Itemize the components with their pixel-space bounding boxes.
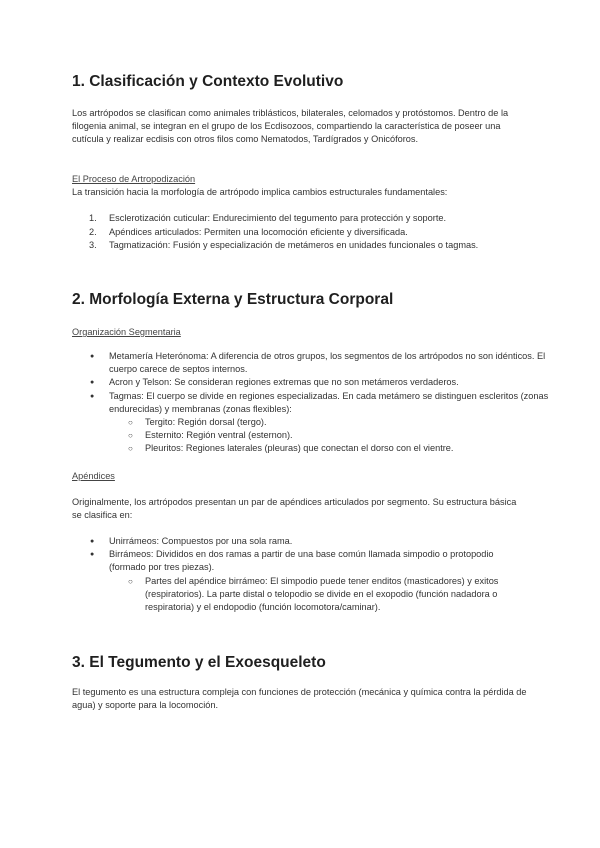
section-2-title: 2. Morfología Externa y Estructura Corporal (72, 291, 394, 308)
circle-bullet-icon: ○ (128, 431, 133, 441)
list-item: 1. Esclerotización cuticular: Endurecimiento del tegumento para protección y soporte. (89, 213, 447, 223)
apendices-subheading: Apéndices (72, 471, 115, 481)
circle-bullet-icon: ○ (128, 444, 133, 454)
bullet-icon: ● (90, 353, 95, 360)
bullet-icon: ● (90, 379, 95, 387)
circle-bullet-icon: ○ (128, 418, 133, 428)
list-item: ● Unirrámeos: Compuestos por una sola rama. (72, 535, 529, 548)
section-1-title: 1. Clasificación y Contexto Evolutivo (72, 73, 344, 90)
list-item: ○ Esternito: Región ventral (esternon). (72, 429, 530, 442)
bullet-icon: ● (90, 551, 95, 559)
bullet-icon: ● (90, 538, 95, 545)
list-item: 2. Apéndices articulados: Permiten una locomoción eficiente y diversificada. (89, 226, 408, 237)
artropodizacion-subheading: El Proceso de Artropodización (72, 174, 196, 184)
section-3-title: 3. El Tegumento y el Exoesqueleto (72, 654, 326, 671)
apendices-list (72, 535, 529, 614)
segmentaria-list (72, 350, 549, 456)
list-item: ○ Tergito: Región dorsal (tergo). (72, 416, 530, 429)
list-item: ○ Pleuritos: Regiones laterales (pleuras) que conectan el dorso con el vientre. (72, 442, 530, 455)
list-item: ● Metamería Heterónoma: A diferencia de otros grupos, los segmentos de los artrópodos no son idénticos. El cuerpo carece de septos internos. (90, 351, 546, 375)
segmentaria-subheading: Organización Segmentaria (72, 327, 181, 337)
section-1-intro: Los artrópodos se clasifican como animales triblásticos, bilaterales, celomados y protóstomos. Dentro de la filogenia animal, se integran en el grupo de los Ecdisozoos, compartiendo la característica de poseer una cutícula y realizar ecdisis con otros filos como Nematodos, Tardígrados y Onicóforos. (72, 108, 509, 145)
list-item: 3. Tagmatización: Fusión y especialización de metámeros en unidades funcionales o tagmas. (89, 240, 479, 251)
artropodizacion-list (72, 212, 529, 253)
list-item: ● Birrámeos: Divididos en dos ramas a partir de una base común llamada simpodio o protopodio (formado por tres piezas). (90, 549, 494, 573)
list-item: ● Tagmas: El cuerpo se divide en regiones especializadas. En cada metámero se distinguen escleritos (zonas endurecidas) y membranas (zonas flexibles): (90, 390, 549, 414)
list-item: ● Acron y Telson: Se consideran regiones extremas que no son metámeros verdaderos. (72, 376, 529, 389)
list-item: ○ Partes del apéndice birrámeo: El simpodio puede tener enditos (masticadores) y exitos (respiratorios). La parte distal o telopodio se divide en el exopodio (función nadadora o respiratoria) y el endopodio (función locomotora/caminar). (128, 575, 499, 613)
section-3-intro: El tegumento es una estructura compleja con funciones de protección (mecánica y química contra la pérdida de agua) y soporte para la locomoción. (72, 687, 527, 711)
artropodizacion-lead: La transición hacia la morfología de artrópodo implica cambios estructurales fundamentales: (72, 187, 448, 197)
apendices-intro: Originalmente, los artrópodos presentan un par de apéndices articulados por segmento. Su estructura básica se clasifica en: (72, 497, 517, 521)
circle-bullet-icon: ○ (128, 576, 133, 586)
bullet-icon: ● (90, 392, 95, 400)
